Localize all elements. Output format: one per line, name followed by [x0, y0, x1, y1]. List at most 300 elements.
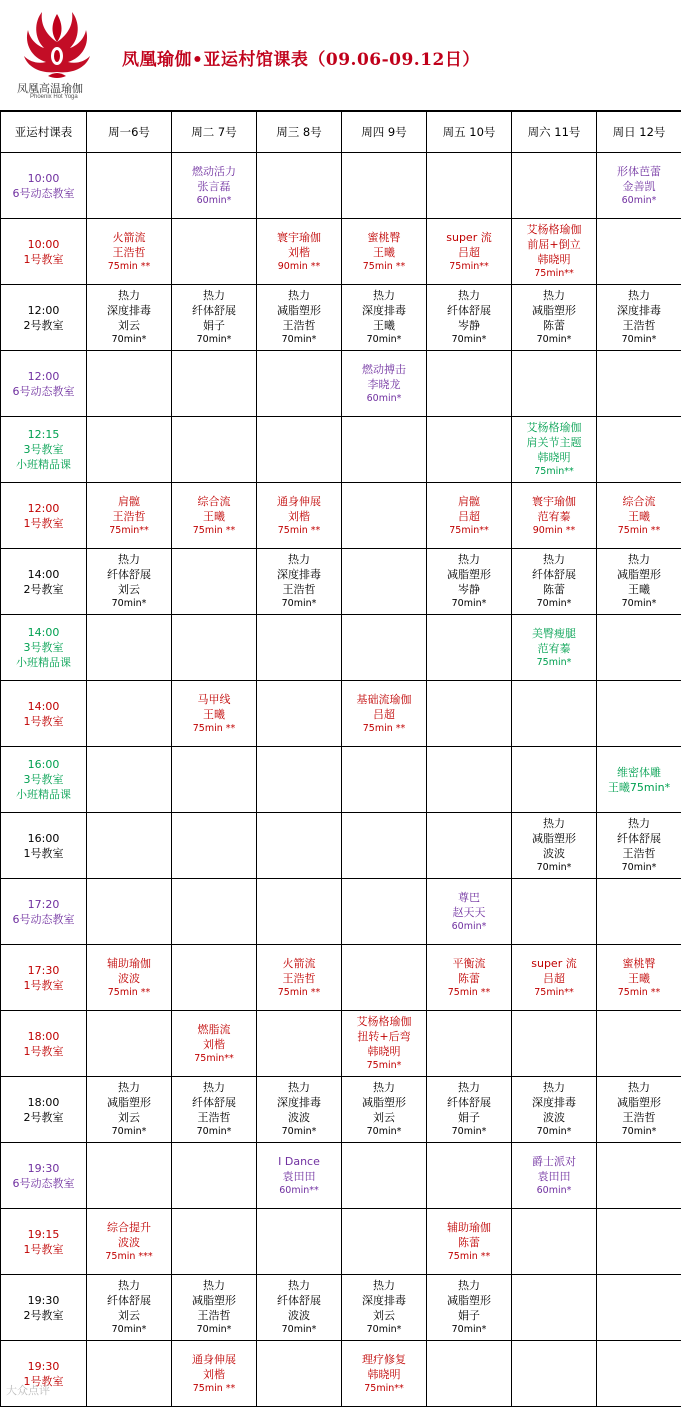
empty-cell [512, 879, 597, 945]
class-line: 综合流 [172, 494, 256, 509]
class-line: 韩晓明 [342, 1367, 426, 1382]
class-cell [257, 285, 342, 351]
empty-cell [257, 1341, 342, 1407]
class-line: 王浩哲 [87, 509, 171, 524]
empty-cell [427, 747, 512, 813]
empty-cell [427, 681, 512, 747]
schedule-body [1, 153, 681, 1407]
class-line: 通身伸展 [172, 1352, 256, 1367]
slot-time: 14:00 [1, 699, 86, 714]
class-line: 热力 [257, 1080, 341, 1095]
empty-cell [257, 813, 342, 879]
empty-cell [172, 1143, 257, 1209]
class-line: 袁田田 [257, 1169, 341, 1184]
class-line: 热力 [87, 552, 171, 567]
class-line: 刘楷 [257, 245, 341, 260]
class-duration: 75min** [512, 465, 596, 479]
class-line: 热力 [257, 552, 341, 567]
slot-room: 2号教室 [1, 318, 86, 333]
class-line: 艾杨格瑜伽 [512, 420, 596, 435]
class-line: 韩晓明 [512, 450, 596, 465]
class-line: 火箭流 [87, 230, 171, 245]
empty-cell [427, 417, 512, 483]
class-line: I Dance [257, 1154, 341, 1169]
empty-cell [597, 681, 681, 747]
class-cell [512, 285, 597, 351]
time-slot-cell [1, 417, 87, 483]
class-duration: 70min* [512, 1125, 596, 1139]
empty-cell [342, 549, 427, 615]
class-cell [342, 351, 427, 417]
class-cell [172, 1341, 257, 1407]
schedule-row [1, 219, 681, 285]
class-cell [512, 417, 597, 483]
class-cell [512, 1077, 597, 1143]
class-cell [512, 813, 597, 879]
class-line: 纤体舒展 [427, 303, 511, 318]
class-line: super 流 [427, 230, 511, 245]
page-title: 凤凰瑜伽•亚运村馆课表（09.06-09.12日） [122, 45, 480, 70]
logo-text-cn: 凤凰高温瑜伽 [17, 80, 83, 96]
class-line: 形体芭蕾 [597, 164, 681, 179]
class-duration: 75min ** [342, 260, 426, 274]
class-line: 热力 [597, 1080, 681, 1095]
empty-cell [87, 351, 172, 417]
schedule-row [1, 615, 681, 681]
time-slot-cell [1, 879, 87, 945]
class-cell [257, 945, 342, 1011]
slot-room: 1号教室 [1, 1044, 86, 1059]
schedule-row [1, 153, 681, 219]
class-line: 火箭流 [257, 956, 341, 971]
class-line: 娟子 [427, 1308, 511, 1323]
schedule-row [1, 417, 681, 483]
class-line: 基础流瑜伽 [342, 692, 426, 707]
class-cell [87, 219, 172, 285]
empty-cell [427, 153, 512, 219]
empty-cell [512, 747, 597, 813]
empty-cell [342, 945, 427, 1011]
empty-cell [597, 417, 681, 483]
class-duration: 70min* [597, 861, 681, 875]
empty-cell [512, 1341, 597, 1407]
empty-cell [87, 1011, 172, 1077]
class-line: 张言磊 [172, 179, 256, 194]
empty-cell [597, 1275, 681, 1341]
class-line: 燃动活力 [172, 164, 256, 179]
slot-room: 3号教室 [1, 772, 86, 787]
class-line: 扭转+后弯 [342, 1029, 426, 1044]
class-duration: 70min* [172, 1323, 256, 1337]
class-line: 热力 [172, 1278, 256, 1293]
class-cell [172, 681, 257, 747]
class-cell [427, 549, 512, 615]
class-line: 艾杨格瑜伽 [512, 222, 596, 237]
empty-cell [597, 219, 681, 285]
empty-cell [257, 153, 342, 219]
class-line: 热力 [342, 288, 426, 303]
class-line: 蜜桃臀 [342, 230, 426, 245]
class-duration: 75min** [512, 267, 596, 281]
schedule-row [1, 1011, 681, 1077]
class-duration: 60min* [427, 920, 511, 934]
empty-cell [87, 813, 172, 879]
class-line: 减脂塑形 [87, 1095, 171, 1110]
class-cell [87, 549, 172, 615]
class-duration: 75min* [512, 656, 596, 670]
class-line: 纤体舒展 [87, 1293, 171, 1308]
class-duration: 75min *** [87, 1250, 171, 1264]
class-cell [427, 879, 512, 945]
schedule-row [1, 1341, 681, 1407]
class-line: 陈蕾 [427, 971, 511, 986]
empty-cell [87, 615, 172, 681]
empty-cell [342, 747, 427, 813]
time-slot-cell [1, 1209, 87, 1275]
class-cell [512, 219, 597, 285]
time-slot-cell [1, 549, 87, 615]
class-line: 王曦 [597, 971, 681, 986]
empty-cell [342, 615, 427, 681]
class-line: 热力 [512, 288, 596, 303]
class-line: 韩晓明 [342, 1044, 426, 1059]
class-line: 王浩哲 [172, 1110, 256, 1125]
empty-cell [87, 1341, 172, 1407]
class-duration: 75min ** [172, 524, 256, 538]
class-line: 吕超 [342, 707, 426, 722]
class-cell [597, 945, 681, 1011]
empty-cell [512, 1011, 597, 1077]
class-line: 深度排毒 [87, 303, 171, 318]
class-cell [87, 483, 172, 549]
schedule-row [1, 1077, 681, 1143]
class-duration: 70min* [87, 597, 171, 611]
class-line: 深度排毒 [257, 1095, 341, 1110]
class-cell [172, 285, 257, 351]
class-line: 王浩哲 [257, 971, 341, 986]
slot-room: 1号教室 [1, 1242, 86, 1257]
schedule-row [1, 945, 681, 1011]
class-line: 娟子 [427, 1110, 511, 1125]
class-line: 热力 [512, 1080, 596, 1095]
time-slot-cell [1, 945, 87, 1011]
class-line: 王浩哲 [172, 1308, 256, 1323]
class-line: 王曦 [597, 509, 681, 524]
empty-cell [597, 1209, 681, 1275]
class-line: 刘云 [87, 582, 171, 597]
slot-room: 1号教室 [1, 1374, 86, 1389]
slot-time: 12:00 [1, 303, 86, 318]
class-line: 美臀瘦腿 [512, 626, 596, 641]
class-duration: 75min ** [427, 1250, 511, 1264]
class-duration: 70min* [427, 1125, 511, 1139]
day-header: 周四 9号 [342, 112, 427, 153]
class-cell [172, 1077, 257, 1143]
class-line: 减脂塑形 [257, 303, 341, 318]
empty-cell [427, 1143, 512, 1209]
class-line: 刘云 [87, 1308, 171, 1323]
class-duration: 75min ** [257, 986, 341, 1000]
class-line: 肩髋 [427, 494, 511, 509]
class-line: 王浩哲 [257, 318, 341, 333]
class-line: 波波 [257, 1308, 341, 1323]
slot-time: 10:00 [1, 171, 86, 186]
class-duration: 75min** [172, 1052, 256, 1066]
class-duration: 60min* [172, 194, 256, 208]
slot-room: 2号教室 [1, 1308, 86, 1323]
slot-room: 1号教室 [1, 978, 86, 993]
schedule-row [1, 1209, 681, 1275]
time-slot-cell [1, 1011, 87, 1077]
class-line: 王浩哲 [257, 582, 341, 597]
class-line: 热力 [172, 1080, 256, 1095]
class-line: 理疗修复 [342, 1352, 426, 1367]
class-cell [427, 483, 512, 549]
empty-cell [597, 1143, 681, 1209]
empty-cell [257, 351, 342, 417]
slot-time: 19:15 [1, 1227, 86, 1242]
class-duration: 70min* [427, 1323, 511, 1337]
schedule-row [1, 483, 681, 549]
class-line: 波波 [87, 971, 171, 986]
class-line: 减脂塑形 [427, 1293, 511, 1308]
class-line: 热力 [257, 288, 341, 303]
class-duration: 75min ** [87, 986, 171, 1000]
class-cell [597, 747, 681, 813]
class-line: 纤体舒展 [257, 1293, 341, 1308]
class-line: 马甲线 [172, 692, 256, 707]
class-duration: 70min* [257, 1125, 341, 1139]
class-duration: 75min ** [172, 722, 256, 736]
class-line: 减脂塑形 [512, 831, 596, 846]
empty-cell [597, 879, 681, 945]
class-duration: 75min ** [427, 986, 511, 1000]
class-line: 岑静 [427, 318, 511, 333]
class-line: 陈蕾 [512, 582, 596, 597]
empty-cell [257, 681, 342, 747]
time-slot-cell [1, 153, 87, 219]
class-line: 热力 [427, 1278, 511, 1293]
class-line: 王曦 [342, 245, 426, 260]
class-duration: 70min* [87, 333, 171, 347]
class-line: 爵士派对 [512, 1154, 596, 1169]
slot-time: 16:00 [1, 757, 86, 772]
slot-time: 18:00 [1, 1095, 86, 1110]
empty-cell [597, 1341, 681, 1407]
schedule-row [1, 879, 681, 945]
slot-extra: 小班精品课 [1, 457, 86, 472]
class-duration: 70min* [172, 1125, 256, 1139]
class-cell [87, 1077, 172, 1143]
slot-room: 1号教室 [1, 846, 86, 861]
class-cell [87, 285, 172, 351]
class-line: 维密体雕 [597, 765, 681, 780]
class-line: 热力 [597, 816, 681, 831]
schedule-row [1, 1275, 681, 1341]
class-line: 热力 [342, 1278, 426, 1293]
empty-cell [172, 945, 257, 1011]
slot-time: 10:00 [1, 237, 86, 252]
class-line: 刘楷 [257, 509, 341, 524]
class-line: 纤体舒展 [87, 567, 171, 582]
class-cell [342, 1341, 427, 1407]
empty-cell [172, 747, 257, 813]
time-slot-cell [1, 1077, 87, 1143]
class-line: 赵天天 [427, 905, 511, 920]
class-duration: 60min* [512, 1184, 596, 1198]
class-line: 金善凯 [597, 179, 681, 194]
class-cell [257, 1143, 342, 1209]
class-cell [172, 483, 257, 549]
empty-cell [257, 1209, 342, 1275]
class-line: 艾杨格瑜伽 [342, 1014, 426, 1029]
slot-time: 17:20 [1, 897, 86, 912]
class-line: 深度排毒 [512, 1095, 596, 1110]
empty-cell [427, 615, 512, 681]
empty-cell [342, 483, 427, 549]
empty-cell [87, 681, 172, 747]
class-line: 刘云 [342, 1110, 426, 1125]
class-duration: 70min* [342, 1323, 426, 1337]
class-line: 纤体舒展 [597, 831, 681, 846]
watermark: 大众点评 [6, 1382, 50, 1398]
class-cell [427, 219, 512, 285]
class-line: 李晓龙 [342, 377, 426, 392]
class-line: 前屈+倒立 [512, 237, 596, 252]
empty-cell [597, 1011, 681, 1077]
empty-cell [87, 747, 172, 813]
empty-cell [257, 417, 342, 483]
empty-cell [342, 1143, 427, 1209]
class-line: super 流 [512, 956, 596, 971]
class-cell [87, 945, 172, 1011]
slot-extra: 小班精品课 [1, 655, 86, 670]
schedule-table [0, 111, 681, 1407]
class-duration: 75min** [427, 524, 511, 538]
class-duration: 75min** [427, 260, 511, 274]
class-cell [597, 285, 681, 351]
class-cell [597, 483, 681, 549]
empty-cell [342, 417, 427, 483]
class-line: 范宥蓁 [512, 641, 596, 656]
empty-cell [427, 1341, 512, 1407]
class-duration: 70min* [342, 333, 426, 347]
class-line: 燃动搏击 [342, 362, 426, 377]
class-cell [87, 1209, 172, 1275]
empty-cell [512, 1275, 597, 1341]
class-cell [257, 483, 342, 549]
empty-cell [512, 351, 597, 417]
slot-room: 3号教室 [1, 640, 86, 655]
empty-cell [87, 417, 172, 483]
class-line: 热力 [87, 1080, 171, 1095]
class-cell [427, 1077, 512, 1143]
class-duration: 75min ** [87, 260, 171, 274]
class-line: 纤体舒展 [172, 303, 256, 318]
class-line: 王曦 [172, 509, 256, 524]
class-line: 深度排毒 [342, 1293, 426, 1308]
class-duration: 70min* [257, 1323, 341, 1337]
class-duration: 75min* [342, 1059, 426, 1073]
class-duration: 70min* [512, 333, 596, 347]
slot-room: 6号动态教室 [1, 384, 86, 399]
class-duration: 90min ** [512, 524, 596, 538]
class-line: 陈蕾 [427, 1235, 511, 1250]
class-line: 综合提升 [87, 1220, 171, 1235]
class-line: 王曦 [172, 707, 256, 722]
time-slot-cell [1, 1143, 87, 1209]
class-duration: 75min** [342, 1382, 426, 1396]
slot-room: 1号教室 [1, 714, 86, 729]
class-line: 纤体舒展 [427, 1095, 511, 1110]
class-cell [172, 153, 257, 219]
time-slot-cell [1, 813, 87, 879]
class-line: 深度排毒 [257, 567, 341, 582]
class-duration: 75min ** [257, 524, 341, 538]
class-line: 热力 [597, 552, 681, 567]
class-line: 王浩哲 [87, 245, 171, 260]
class-cell [342, 1275, 427, 1341]
class-line: 范宥蓁 [512, 509, 596, 524]
class-line: 陈蕾 [512, 318, 596, 333]
class-line: 减脂塑形 [342, 1095, 426, 1110]
slot-room: 2号教室 [1, 582, 86, 597]
class-line: 寰宇瑜伽 [512, 494, 596, 509]
class-line: 吕超 [512, 971, 596, 986]
class-line: 波波 [87, 1235, 171, 1250]
schedule-row [1, 285, 681, 351]
class-cell [342, 219, 427, 285]
class-cell [427, 285, 512, 351]
class-line: 通身伸展 [257, 494, 341, 509]
schedule-row [1, 351, 681, 417]
logo-text-en: Phoenix Hot Yoga [30, 94, 78, 100]
class-line: 王浩哲 [597, 1110, 681, 1125]
slot-time: 18:00 [1, 1029, 86, 1044]
empty-cell [257, 1011, 342, 1077]
class-line: 吕超 [427, 245, 511, 260]
class-duration: 70min* [87, 1323, 171, 1337]
slot-room: 6号动态教室 [1, 1176, 86, 1191]
time-slot-cell [1, 747, 87, 813]
time-slot-cell [1, 1275, 87, 1341]
class-cell [342, 681, 427, 747]
class-line: 热力 [87, 288, 171, 303]
empty-cell [427, 351, 512, 417]
empty-cell [342, 1209, 427, 1275]
class-line: 吕超 [427, 509, 511, 524]
schedule-row [1, 681, 681, 747]
day-header: 周二 7号 [172, 112, 257, 153]
slot-room: 1号教室 [1, 252, 86, 267]
class-line: 辅助瑜伽 [87, 956, 171, 971]
empty-cell [342, 879, 427, 945]
class-duration: 70min* [512, 597, 596, 611]
class-line: 热力 [597, 288, 681, 303]
class-cell [172, 1275, 257, 1341]
class-line: 刘云 [342, 1308, 426, 1323]
class-line: 燃脂流 [172, 1022, 256, 1037]
slot-time: 14:00 [1, 625, 86, 640]
class-line: 热力 [257, 1278, 341, 1293]
empty-cell [172, 549, 257, 615]
class-duration: 75min** [512, 986, 596, 1000]
class-duration: 70min* [512, 861, 596, 875]
class-duration: 60min* [342, 392, 426, 406]
class-cell [597, 153, 681, 219]
class-line: 尊巴 [427, 890, 511, 905]
class-duration: 60min* [597, 194, 681, 208]
